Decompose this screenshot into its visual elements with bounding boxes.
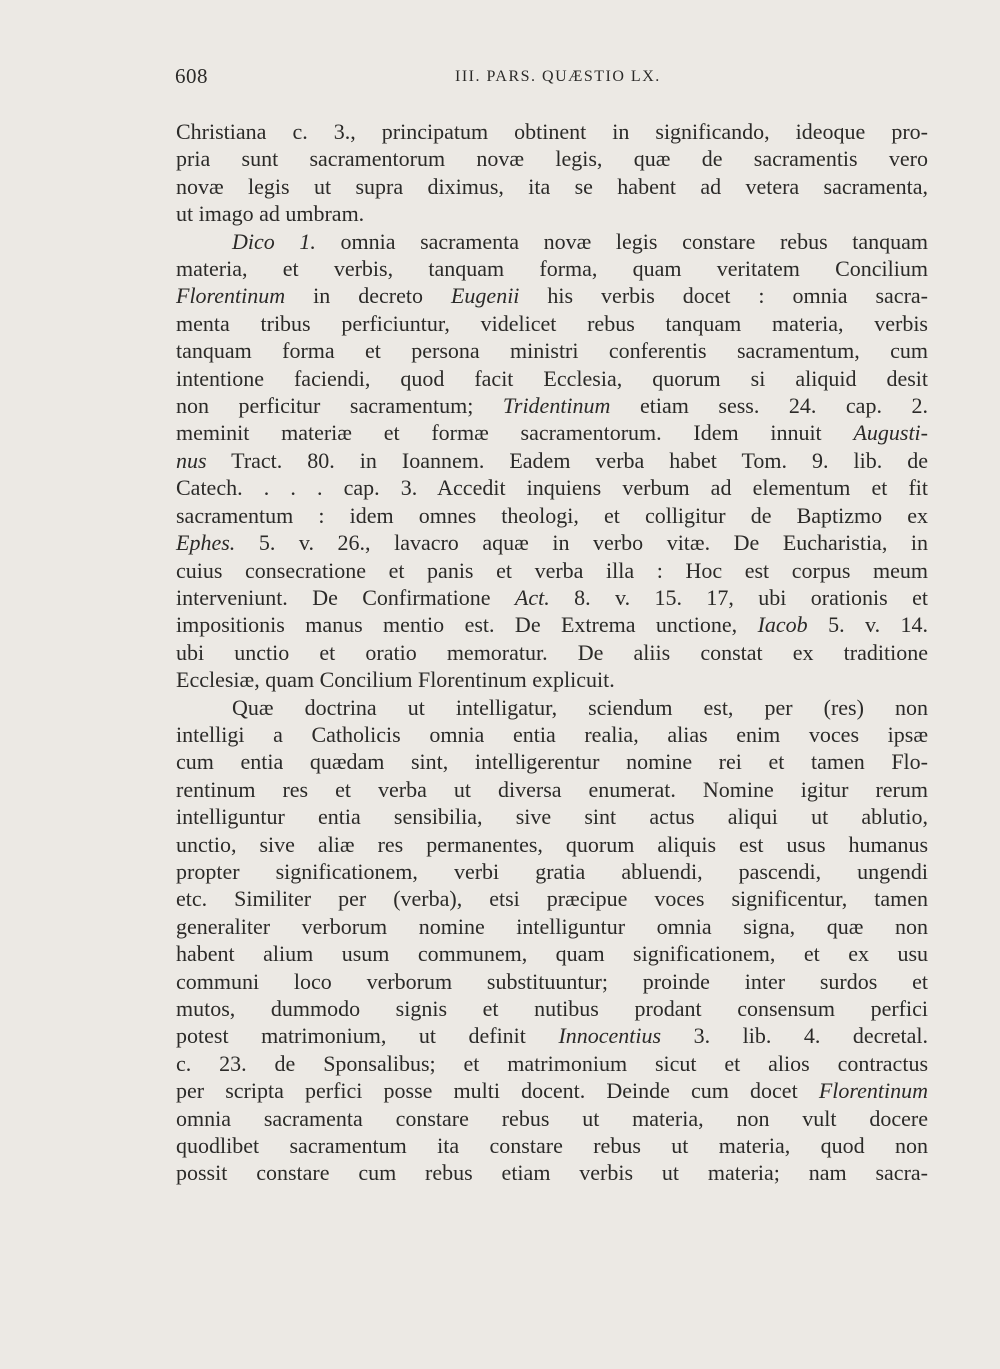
text-line: pria sunt sacramentorum novæ legis, quæ de sacramentis vero [176, 146, 928, 172]
text-line: ubi unctio et oratio memoratur. De aliis constat ex traditione [176, 639, 928, 665]
text-line: intelligi a Catholicis omnia entia realia, alias enim voces ipsæ [176, 721, 928, 747]
text-line: meminit materiæ et formæ sacramentorum. Idem innuit Augusti- [176, 420, 928, 446]
text-line: sacramentum : idem omnes theologi, et colligitur de Baptizmo ex [176, 502, 928, 528]
page-header [175, 64, 930, 94]
body-text [176, 118, 928, 1187]
text-line: interveniunt. De Confirmatione Act. 8. v. 15. 17, ubi orationis et [176, 584, 928, 610]
text-line: habent alium usum communem, quam significationem, et ex usu [176, 941, 928, 967]
text-line: propter significationem, verbi gratia abluendi, pascendi, ungendi [176, 858, 928, 884]
text-line: Quæ doctrina ut intelligatur, sciendum est, per (res) non [232, 694, 928, 720]
text-line: cuius consecratione et panis et verba illa : Hoc est corpus meum [176, 557, 928, 583]
text-line: Christiana c. 3., principatum obtinent in significando, ideoque pro- [176, 119, 928, 144]
text-line: Ecclesiæ, quam Concilium Florentinum explicuit. [176, 667, 615, 693]
text-line: Dico 1. omnia sacramenta novæ legis constare rebus tanquam [232, 228, 928, 254]
text-line: nus Tract. 80. in Ioannem. Eadem verba habet Tom. 9. lib. de [176, 447, 928, 473]
text-line: cum entia quædam sint, intelligerentur nomine rei et tamen Flo- [176, 749, 928, 775]
text-line: rentinum res et verba ut diversa enumerat. Nomine igitur rerum [176, 776, 928, 802]
text-line: Ephes. 5. v. 26., lavacro aquæ in verbo vitæ. De Eucharistia, in [176, 530, 928, 556]
text-line: quodlibet sacramentum ita constare rebus ut materia, quod non [176, 1133, 928, 1159]
text-line: menta tribus perficiuntur, videlicet rebus tanquam materia, verbis [176, 310, 928, 336]
text-line: per scripta perfici posse multi docent. Deinde cum docet Florentinum [176, 1078, 928, 1104]
text-line: possit constare cum rebus etiam verbis ut materia; nam sacra- [176, 1160, 928, 1186]
text-line: generaliter verborum nomine intelliguntur omnia signa, quæ non [176, 913, 928, 939]
text-line: non perficitur sacramentum; Tridentinum etiam sess. 24. cap. 2. [176, 393, 928, 419]
text-line: Catech. . . . cap. 3. Accedit inquiens verbum ad elementum et fit [176, 475, 928, 501]
text-line: impositionis manus mentio est. De Extrema unctione, Iacob 5. v. 14. [176, 612, 928, 638]
text-line: tanquam forma et persona ministri conferentis sacramentum, cum [176, 338, 928, 364]
text-line: novæ legis ut supra diximus, ita se habent ad vetera sacramenta, [176, 173, 928, 199]
text-line: materia, et verbis, tanquam forma, quam veritatem Concilium [176, 256, 928, 282]
text-line: c. 23. de Sponsalibus; et matrimonium sicut et alios contractus [176, 1050, 928, 1076]
text-line: Florentinum in decreto Eugenii his verbis docet : omnia sacra- [176, 283, 928, 309]
text-line: etc. Similiter per (verba), etsi præcipue voces significentur, tamen [176, 886, 928, 912]
text-line: omnia sacramenta constare rebus ut materia, non vult docere [176, 1105, 928, 1131]
running-head: III. PARS. QUÆSTIO LX. [455, 68, 661, 85]
text-line: mutos, dummodo signis et nutibus prodant consensum perfici [176, 996, 928, 1021]
text-line: potest matrimonium, ut definit Innocentius 3. lib. 4. decretal. [176, 1023, 928, 1049]
page-number: 608 [175, 64, 208, 88]
text-line: communi loco verborum substituuntur; proinde inter surdos et [176, 968, 928, 994]
text-line: intelliguntur entia sensibilia, sive sint actus aliqui ut ablutio, [176, 804, 928, 830]
text-line: ut imago ad umbram. [176, 201, 365, 227]
text-line: intentione faciendi, quod facit Ecclesia, quorum si aliquid desit [176, 365, 928, 391]
text-line: unctio, sive aliæ res permanentes, quorum aliquis est usus humanus [176, 831, 928, 857]
